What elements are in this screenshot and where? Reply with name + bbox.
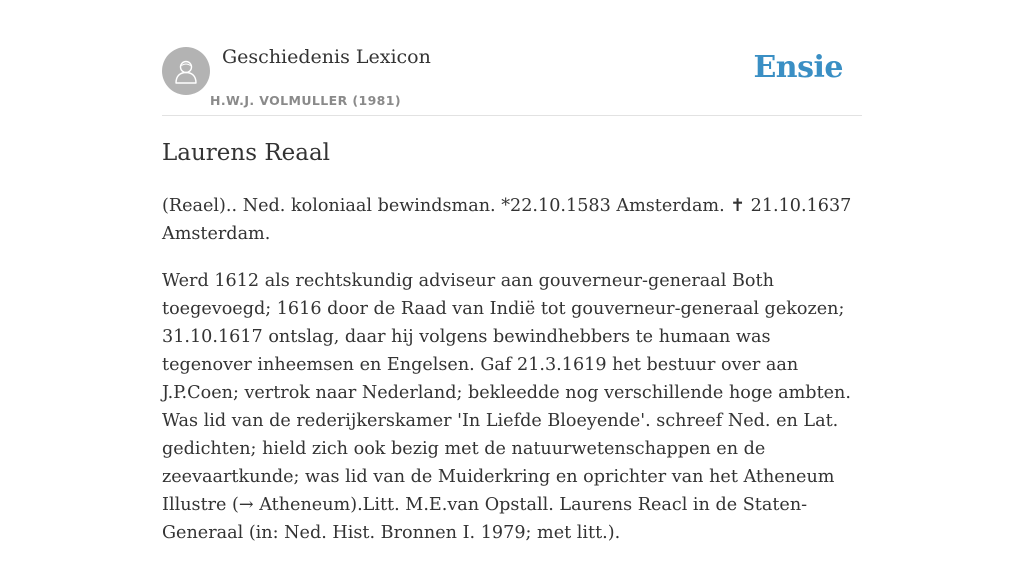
page: [162, 0, 862, 543]
user-silhouette-icon: [171, 56, 201, 86]
article-paragraph: (Reael).. Ned. koloniaal bewindsman. *22.10.1583 Amsterdam. ✝ 21.10.1637 Amsterdam.: [162, 196, 852, 244]
article-paragraph: Werd 1612 als rechtskundig adviseur aan gouverneur-generaal Both toegevoegd; 1616 door de Raad van Indië tot gouverneur-generaal gekozen; 31.10.1617 ontslag, daar hij volgens bewindhebbers te humaan was tegenover inheemsen en Engelsen. Gaf 21.3.1619 het bestuur over aan J.P.Coen; vertrok naar Nederland; bekleedde nog verschillende hoge ambten. Was lid van de rederijkerskamer 'In Liefde Bloeyende'. schreef Ned. en Lat. gedichten; hield zich ook bezig met de natuurwetenschappen en de zeevaartkunde; was lid van de Muiderkring en oprichter van het Atheneum Illustre (→ Atheneum).Litt. M.E.van Opstall. Laurens Reacl in de Staten-Generaal (in: Ned. Hist. Bronnen I. 1979; met litt.).: [162, 271, 851, 543]
ensie-logo[interactable]: Ensie: [753, 50, 843, 85]
header: [162, 0, 862, 116]
article-title: Laurens Reaal: [162, 140, 331, 166]
author-credit[interactable]: H.W.J. VOLMULLER (1981): [210, 93, 401, 108]
author-avatar[interactable]: [162, 47, 210, 95]
book-title[interactable]: Geschiedenis Lexicon: [222, 46, 431, 68]
article-body: [162, 192, 862, 566]
